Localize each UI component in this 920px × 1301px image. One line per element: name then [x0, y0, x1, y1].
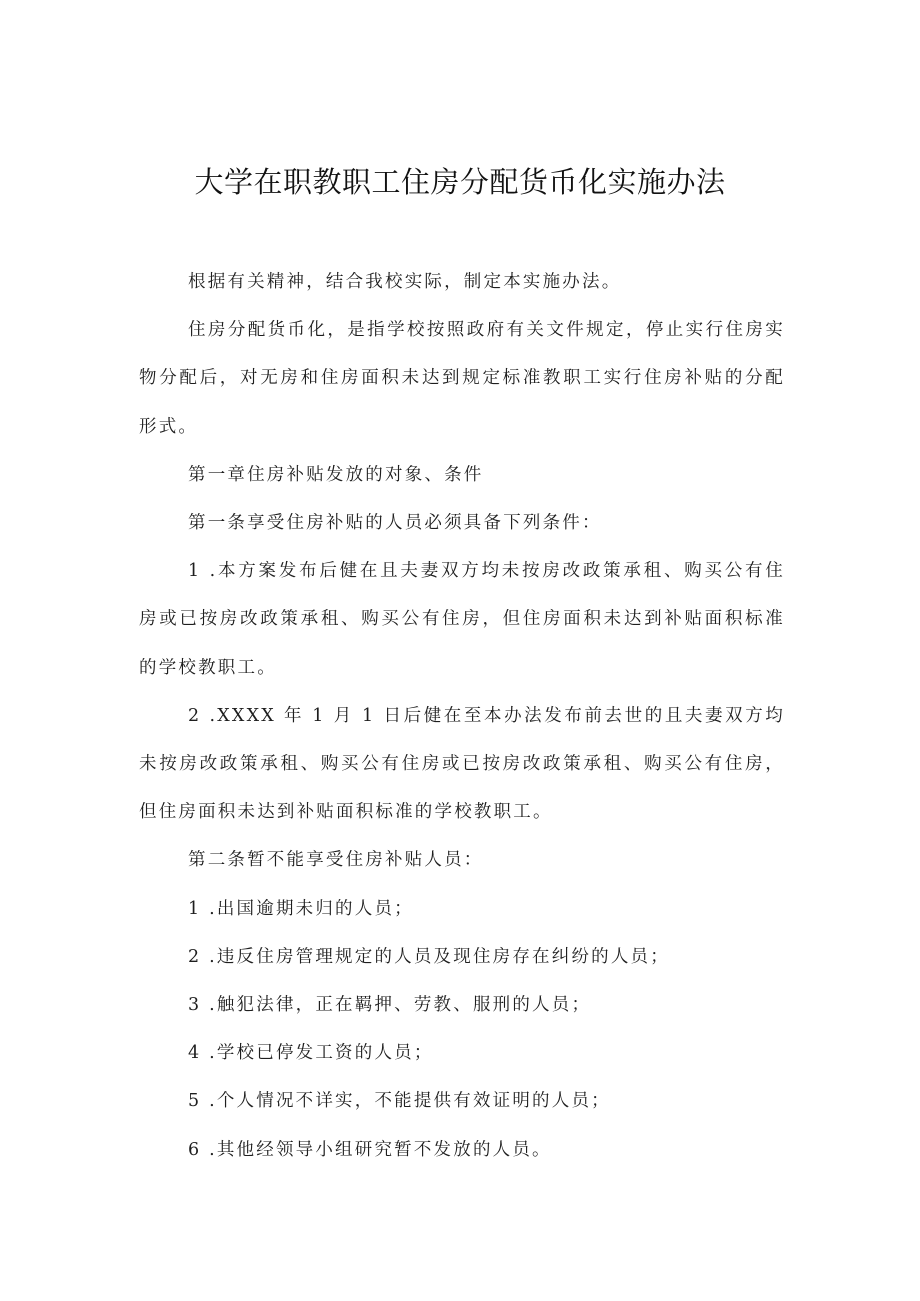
list-item: 2 .XXXX 年 1 月 1 日后健在至本办法发布前去世的且夫妻双方均未按房改政策承租、购买公有住房或已按房改政策承租、购买公有住房，但住房面积未达到补贴面积标准的学校教职工。: [139, 705, 785, 823]
article-heading: 第二条暂不能享受住房补贴人员：: [188, 850, 484, 871]
list-item: 4 .学校已停发工资的人员；: [188, 1043, 434, 1064]
paragraph-preamble: 根据有关精神，结合我校实际，制定本实施办法。: [188, 272, 622, 292]
article-heading: 第一条享受住房补贴的人员必须具备下列条件：: [188, 513, 602, 534]
list-item: 3 .触犯法律，正在羁押、劳教、服刑的人员；: [188, 995, 592, 1016]
list-item: 1 .出国逾期未归的人员；: [188, 898, 414, 919]
list-item: 6 .其他经领导小组研究暂不发放的人员。: [188, 1139, 552, 1160]
document-body: [139, 258, 785, 1174]
list-item: 1 .本方案发布后健在且夫妻双方均未按房改政策承租、购买公有住房或已按房改政策承租、购买公有住房，但住房面积未达到补贴面积标准的学校教职工。: [139, 561, 785, 678]
document-title: 大学在职教职工住房分配货币化实施办法: [194, 165, 726, 199]
list-item: 5 .个人情况不详实，不能提供有效证明的人员；: [188, 1091, 611, 1112]
chapter-heading: 第一章住房补贴发放的对象、条件: [188, 464, 484, 485]
paragraph-definition: 住房分配货币化，是指学校按照政府有关文件规定，停止实行住房实物分配后，对无房和住房面积未达到规定标准教职工实行住房补贴的分配形式。: [139, 320, 785, 437]
list-item: 2 .违反住房管理规定的人员及现住房存在纠纷的人员；: [188, 946, 670, 967]
